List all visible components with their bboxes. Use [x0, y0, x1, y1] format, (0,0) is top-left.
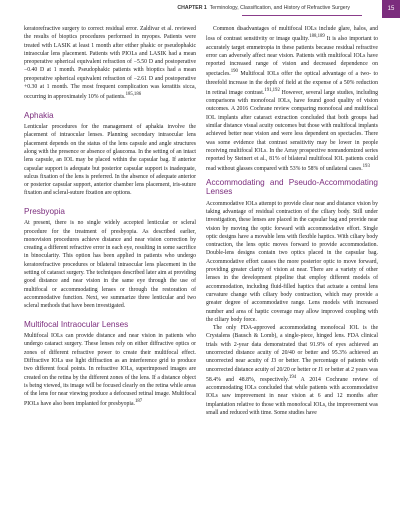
citation: 191,192	[264, 87, 280, 93]
chapter-label: CHAPTER 1	[177, 5, 207, 11]
left-column	[24, 25, 196, 409]
section-heading-aphakia: Aphakia	[24, 110, 54, 120]
header-rule	[242, 15, 362, 16]
right-column	[206, 25, 378, 417]
paragraph: Lenticular procedures for the management of aphakia involve the placement of intraocular lenses. Planning secondary intraocular lens placement depends on the status of the lens capsule and angle structures along with the presence or absence of glaucoma. In the setting of an intact lens capsule, an IOL may be placed within the capsular bag. If anterior capsular support is adequate but posterior capsular support is inadequate, sulcus fixation of the lens is preferred. In the absence of adequate anterior or posterior capsular support, anterior chamber lens placement, iris-suture fixation and scleral-suture fixation are options.	[24, 124, 196, 197]
citation: 185,186	[125, 92, 142, 98]
paragraph: keratorefractive surgery to correct residual error. Zaldivar et al. reviewed the results of bioptics procedures performed in myopes. Patients were treated with LASIK at least 1 month after either phakic or pseudophakic intraocular lens placement. Patients with PIOLs and LASIK had a mean preoperative spherical equivalent refraction of −5.50 D and postoperative −0.40 D at 1 month. Pseudophakic patients with bioptics had a mean preoperative spherical equivalent refraction of −2.61 D and postoperative +0.30 at 1 month. The most frequent complication was keratitis sicca, occurring in approximately 10% of patients.$^{185,186}$	[24, 26, 196, 101]
citation: 193	[362, 164, 370, 170]
paragraph: Multifocal IOLs can provide distance and near vision in patients who undergo cataract surgery. These lenses rely on either diffractive optics or zones of different refractive power to create their multifocal effect. Diffractive IOLs use light diffraction as an interference grid to produce two different focal points. In refractive IOLs, superimposed images are created on the retina by the different zones of the lens. If a distance object is being viewed, its image will be focused clearly on the retina while areas of the lens for near viewing produce a defocused retinal image. Multifocal PIOLs have also been implanted for presbyopia.$^{187}$	[24, 333, 196, 408]
paragraph: The only FDA-approved accommodating monofocal IOL is the Crystalens (Bausch & Lomb), a single-piece, hinged lens. FDA clinical trials with 2-year data demonstrated that 91.9% of eyes achieved an uncorrected distance acuity of 20/40 or better and 95.3% achieved an uncorrected near acuity of J3 or better. The percentage of patients with uncorrected distance acuity of 20/20 or better or J1 or better at 2 years was 58.4% and 48.8%, respectively.$^{194}$ A 2014 Cochrane review of accommodating IOLs concluded that while patients with accommodative IOLs saw improvement in near vision at 6 and 12 months after implantation relative to those with monofocal IOLs, the improvement was small and reduced with time. Some studies have	[206, 325, 378, 416]
section-heading-presbyopia: Presbyopia	[24, 206, 65, 216]
citation: 188,189	[309, 34, 325, 40]
chapter-title: Terminology, Classification, and History of Refractive Surgery	[209, 5, 350, 11]
section-heading-multifocal: Multifocal Intraocular Lenses	[24, 319, 129, 329]
paragraph: Accommodative IOLs attempt to provide clear near and distance vision by taking advantage of residual contraction of the ciliary body. Still under investigation, these lenses are placed in the capsular bag and provide near vision by moving the optic forward with accommodative effort. Single optic designs have a movable lens with flexible haptics. With ciliary body contraction, the lens optic moves forward to provide accommodation. Double-lens designs contain two optics placed in the capsular bag. Accommodative effort causes the more posterior optic to move forward, providing greater clarity of vision at near. There are a variety of other lenses in the development pipeline that employ different models of accommodation, including fluid-filled haptics that actuate a central lens curvature change with ciliary body contraction, which may provide a greater degree of accommodative range. Lens models with increased number and area of haptic coverage may allow improved coupling with the ciliary body force.	[206, 200, 378, 323]
running-head	[177, 5, 350, 11]
paragraph: Common disadvantages of multifocal IOLs include glare, halos, and loss of contrast sensitivity or image quality.$^{188,189}$ It is also important to accurately target emmetropia in these patients because residual refractive error can adversely affect near vision. Patients with multifocal IOLs have reported increased range of vision and decreased dependence on spectacles.$^{190}$ Multifocal IOLs offer the optical advantage of a two- to threefold increase in the depth of field at the expense of a 50% reduction in retinal image contrast.$^{191,192}$ However, several large studies, including comparisons with monofocal IOLs, have found good quality of vision outcomes. A 2016 Cochrane review comparing monofocal and multifocal IOL implants after cataract extraction concluded that both groups had similar distance visual acuity outcomes but those with multifocal implants achieved better near vision and were less dependent on spectacles. There was some evidence that contrast sensitivity may be lower in people receiving multifocal IOLs. In the Array prospective nonrandomized series reported by Steinert et al., 81% of bilateral multifocal IOL patients could read without glasses compared with 53% to 58% of unilateral cases.$^{193}$	[206, 26, 378, 173]
citation: 194	[288, 374, 297, 380]
page-number: 15	[382, 0, 400, 18]
citation: 187	[134, 399, 143, 405]
page-header	[0, 0, 400, 22]
section-heading-accommodating: Accommodating and Pseudo-Accommodating Lenses	[206, 177, 378, 197]
citation: 190	[230, 69, 238, 75]
paragraph: At present, there is no single widely accepted lenticular or scleral procedure for the treatment of presbyopia. As described earlier, monovision procedures achieve distance and near vision correction by creating a different refractive error in each eye, resulting in some sacrifice in binocularity. This option has been applied in patients who undergo keratorefractive procedures or bilateral intraocular lens placement in the setting of cataract surgery. The techniques described later aim at providing good distance and near vision in the same eye through the use of multifocal or accommodating lenses or through the restoration of accommodative function. Next, we summarize three lenticular and two scleral methods that have been investigated.	[24, 220, 196, 310]
